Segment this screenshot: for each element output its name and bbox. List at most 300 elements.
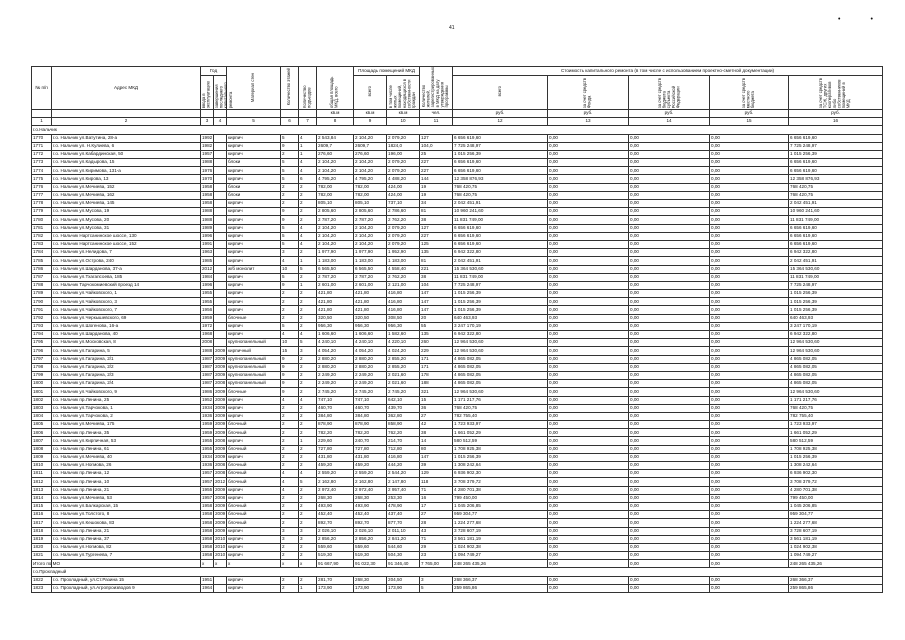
- table-cell: 173,90: [387, 584, 420, 592]
- table-row: [32, 355, 883, 363]
- table-cell: г.о. Нальчик ул.Черкышевского, 69: [52, 314, 201, 322]
- table-cell: 878,90: [354, 421, 387, 429]
- table-cell: [214, 298, 227, 306]
- table-cell: 1805: [32, 421, 52, 429]
- table-cell: х: [201, 560, 214, 568]
- table-cell: 1: [299, 584, 317, 592]
- table-cell: 0,00: [710, 412, 789, 420]
- table-cell: 0,00: [710, 535, 789, 543]
- table-cell: 1: [32, 118, 52, 126]
- table-row: [32, 486, 883, 494]
- table-cell: 1 015 256,39: [453, 453, 548, 461]
- table-cell: 0,00: [710, 388, 789, 396]
- table-cell: 10 960 241,60: [789, 208, 883, 216]
- table-cell: [214, 306, 227, 314]
- table-cell: 1 606,60: [317, 331, 354, 339]
- table-cell: 10: [387, 118, 420, 126]
- table-cell: 3: [299, 527, 317, 535]
- table-header: [32, 67, 883, 110]
- table-cell: 1996: [201, 281, 214, 289]
- table-cell: 1: [299, 281, 317, 289]
- table-cell: 9: [281, 142, 299, 150]
- table-cell: 7 765,00: [420, 560, 453, 568]
- table-cell: 2008: [214, 470, 227, 478]
- table-cell: 0,00: [548, 445, 629, 453]
- table-cell: г.о. Нальчик ул.Мечиева, 175: [52, 421, 201, 429]
- table-cell: 0,00: [710, 150, 789, 158]
- table-cell: 1807: [32, 437, 52, 445]
- header-entrances: Количество подъездов: [299, 67, 317, 110]
- table-cell: г.о. Нальчик пр.Ленина, 12: [52, 470, 201, 478]
- table-cell: 0,00: [548, 527, 629, 535]
- table-cell: крупнопанельный: [227, 339, 281, 347]
- table-cell: 14: [629, 118, 710, 126]
- table-cell: 727,80: [317, 445, 354, 453]
- table-cell: 1788: [32, 281, 52, 289]
- table-row: [32, 519, 883, 527]
- table-cell: 4: [214, 118, 227, 126]
- table-cell: 10 960 241,60: [453, 208, 548, 216]
- table-cell: 1955: [201, 486, 214, 494]
- table-cell: 15 364 530,60: [789, 265, 883, 273]
- table-cell: 2: [299, 216, 317, 224]
- table-cell: 1988: [201, 208, 214, 216]
- table-cell: 0,00: [629, 462, 710, 470]
- table-cell: [214, 584, 227, 592]
- table-cell: 91 667,90: [317, 560, 354, 568]
- table-cell: 2 249,20: [317, 380, 354, 388]
- table-cell: 1817: [32, 519, 52, 527]
- table-cell: 727,80: [354, 445, 387, 453]
- table-cell: 1972: [201, 322, 214, 330]
- table-cell: 104,0: [420, 142, 453, 150]
- table-cell: 0,00: [629, 429, 710, 437]
- table-cell: 0,00: [548, 257, 629, 265]
- table-cell: г.о. Нальчик ул.Мусова, 31: [52, 224, 201, 232]
- table-cell: 0,00: [629, 486, 710, 494]
- table-cell: г.о. Нальчик ул.Тургенева, 7: [52, 552, 201, 560]
- table-cell: 4 024,20: [387, 347, 420, 355]
- table-cell: 0,00: [629, 494, 710, 502]
- table-cell: 0,00: [710, 552, 789, 560]
- table-cell: 782,00: [317, 183, 354, 191]
- table-cell: 127: [420, 134, 453, 142]
- table-row: [32, 322, 883, 330]
- table-cell: 0,00: [629, 347, 710, 355]
- table-cell: 5: [281, 273, 299, 281]
- table-cell: 118: [420, 478, 453, 486]
- table-cell: 1 024 902,38: [789, 543, 883, 551]
- table-cell: 0,00: [548, 306, 629, 314]
- table-cell: 0,00: [710, 159, 789, 167]
- table-cell: 1956: [201, 306, 214, 314]
- table-cell: 2008: [214, 462, 227, 470]
- table-cell: 15: [420, 396, 453, 404]
- table-cell: 2: [299, 183, 317, 191]
- table-row: [32, 445, 883, 453]
- table-cell: 9: [281, 355, 299, 363]
- table-cell: 1771: [32, 142, 52, 150]
- table-cell: 1955: [201, 290, 214, 298]
- scan-marks: ••: [838, 16, 903, 23]
- table-cell: [52, 560, 201, 568]
- table-cell: 1958: [201, 183, 214, 191]
- table-cell: г.о. Нальчик ул.Киримова, 131-а: [52, 167, 201, 175]
- table-cell: 0,00: [548, 240, 629, 248]
- table-cell: 0,00: [548, 339, 629, 347]
- table-cell: г.о. Нальчик ул.Тарчокова, 2: [52, 412, 201, 420]
- table-cell: 1958: [201, 543, 214, 551]
- table-row: [32, 388, 883, 396]
- table-cell: 2: [281, 183, 299, 191]
- table-cell: г.о. Нальчик ул.Тхагапсоева, 185: [52, 273, 201, 281]
- table-cell: 12 964 530,60: [789, 388, 883, 396]
- table-cell: 2 121,00: [387, 281, 420, 289]
- table-cell: 0,00: [548, 216, 629, 224]
- table-cell: кирпич: [227, 412, 281, 420]
- table-cell: блочный: [227, 519, 281, 527]
- table-cell: 2 104,20: [354, 167, 387, 175]
- table-cell: 1 171 217,76: [453, 396, 548, 404]
- table-cell: руб.: [710, 109, 789, 117]
- table-cell: [214, 273, 227, 281]
- table-cell: 6 942 322,80: [453, 249, 548, 257]
- page-number: 41: [449, 25, 455, 31]
- table-cell: 1955: [201, 298, 214, 306]
- table-cell: блочный: [227, 429, 281, 437]
- table-cell: 7 725 248,97: [789, 281, 883, 289]
- table-cell: 1: [299, 257, 317, 265]
- table-cell: 1988: [201, 159, 214, 167]
- table-cell: 0,00: [710, 167, 789, 175]
- table-row: [32, 200, 883, 208]
- table-cell: г.о. Нальчик ул.Мечиева, 40: [52, 453, 201, 461]
- table-cell: 19: [420, 183, 453, 191]
- table-cell: 3 561 181,19: [789, 535, 883, 543]
- table-cell: 2010: [214, 543, 227, 551]
- table-cell: кирпич: [227, 175, 281, 183]
- table-cell: кирпич: [227, 240, 281, 248]
- table-cell: 0,00: [548, 347, 629, 355]
- table-cell: г.о. Нальчик ул.Мусова, 20: [52, 216, 201, 224]
- table-cell: 768 420,75: [789, 183, 883, 191]
- table-cell: 1782: [32, 232, 52, 240]
- table-cell: блочный: [227, 478, 281, 486]
- table-cell: 1790: [32, 298, 52, 306]
- table-cell: 1: [299, 437, 317, 445]
- table-cell: 268,30: [317, 494, 354, 502]
- table-cell: 1 024 902,38: [453, 543, 548, 551]
- table-cell: 2: [281, 191, 299, 199]
- table-cell: 421,80: [354, 290, 387, 298]
- table-cell: 1 183,00: [317, 257, 354, 265]
- table-cell: 71: [420, 535, 453, 543]
- table-row: [32, 429, 883, 437]
- table-cell: 1780: [32, 216, 52, 224]
- table-cell: 2: [281, 543, 299, 551]
- table-cell: 0,00: [710, 494, 789, 502]
- table-cell: г.о. Нальчик ул.Гагарина, 2/3: [52, 371, 201, 379]
- table-cell: 1783: [32, 240, 52, 248]
- table-cell: [201, 109, 214, 117]
- table-cell: блочные: [227, 388, 281, 396]
- table-cell: руб.: [789, 109, 883, 117]
- table-cell: 892,70: [317, 519, 354, 527]
- table-cell: 1986: [201, 388, 214, 396]
- table-cell: 173,90: [317, 584, 354, 592]
- table-cell: 4: [299, 167, 317, 175]
- table-cell: 1 977,90: [354, 249, 387, 257]
- table-cell: 6 656 619,60: [789, 167, 883, 175]
- table-cell: 4 865 082,05: [789, 380, 883, 388]
- table-cell: 2: [281, 494, 299, 502]
- table-cell: 0,00: [629, 142, 710, 150]
- table-cell: 0,00: [548, 314, 629, 322]
- table-cell: 3: [420, 576, 453, 584]
- table-cell: г.о. Нальчик ул.Чайковского, 1: [52, 290, 201, 298]
- table-cell: 460,70: [317, 404, 354, 412]
- table-cell: 4 865 082,05: [453, 380, 548, 388]
- table-cell: 2 147,80: [387, 478, 420, 486]
- table-cell: 9: [281, 363, 299, 371]
- table-row: [32, 437, 883, 445]
- table-cell: 0,00: [548, 584, 629, 592]
- table-cell: 0,00: [629, 502, 710, 510]
- table-cell: 519,30: [317, 552, 354, 560]
- table-cell: 2 786,60: [387, 208, 420, 216]
- table-cell: 0,00: [629, 560, 710, 568]
- table-cell: 0,00: [629, 306, 710, 314]
- table-cell: 2: [281, 552, 299, 560]
- table-cell: 4: [299, 331, 317, 339]
- table-cell: 5: [420, 584, 453, 592]
- table-cell: 2009: [214, 527, 227, 535]
- table-cell: кирпич: [227, 437, 281, 445]
- table-cell: 1 094 749,27: [789, 552, 883, 560]
- table-cell: 0,00: [548, 519, 629, 527]
- table-cell: 173,90: [354, 584, 387, 592]
- table-cell: 0,00: [548, 486, 629, 494]
- table-cell: 0,00: [710, 371, 789, 379]
- table-cell: 2 104,20: [317, 167, 354, 175]
- table-cell: 2009: [214, 445, 227, 453]
- table-cell: [214, 265, 227, 273]
- table-cell: 1792: [32, 314, 52, 322]
- header-cost-local: за счет средств местного бюджета: [710, 75, 789, 109]
- table-cell: 6 656 619,60: [789, 240, 883, 248]
- table-cell: 20: [420, 314, 453, 322]
- table-cell: 0,00: [548, 396, 629, 404]
- table-cell: 1964: [201, 584, 214, 592]
- table-cell: руб.: [629, 109, 710, 117]
- table-cell: 1958: [201, 502, 214, 510]
- table-cell: 6 656 619,60: [453, 232, 548, 240]
- table-cell: 38: [420, 216, 453, 224]
- table-cell: 444,20: [387, 462, 420, 470]
- table-cell: 4 795,20: [354, 175, 387, 183]
- table-cell: 747,10: [354, 396, 387, 404]
- table-cell: 0,00: [629, 150, 710, 158]
- table-cell: 2009: [214, 347, 227, 355]
- table-cell: 2009: [214, 511, 227, 519]
- table-cell: 0,00: [629, 437, 710, 445]
- table-cell: 4: [281, 257, 299, 265]
- table-cell: [214, 249, 227, 257]
- table-cell: г.о. Нальчик ул.Шарданова, 37-а: [52, 265, 201, 273]
- table-cell: 0,00: [710, 183, 789, 191]
- table-cell: 782 755,40: [453, 412, 548, 420]
- table-cell: 0,00: [629, 470, 710, 478]
- table-cell: 29: [420, 543, 453, 551]
- table-cell: Итого по МО: [32, 560, 52, 568]
- table-cell: 0,00: [548, 437, 629, 445]
- table-cell: 34: [420, 200, 453, 208]
- table-cell: 2 559,20: [354, 470, 387, 478]
- table-cell: 0,00: [710, 584, 789, 592]
- table-row: [32, 167, 883, 175]
- table-row: [32, 576, 883, 584]
- table-cell: [214, 109, 227, 117]
- table-cell: 0,00: [548, 331, 629, 339]
- table-cell: г.о. Нальчик ул.Кабардинская, 50: [52, 150, 201, 158]
- table-cell: 421,80: [354, 298, 387, 306]
- table-cell: кирпич: [227, 584, 281, 592]
- table-cell: г.о. Нальчик пр.Ленина, 10: [52, 478, 201, 486]
- table-cell: 188: [420, 380, 453, 388]
- table-cell: 0,00: [548, 535, 629, 543]
- table-cell: 12 358 876,93: [789, 175, 883, 183]
- table-cell: 1936: [201, 412, 214, 420]
- table-cell: 2: [281, 404, 299, 412]
- table-cell: кирпич: [227, 257, 281, 265]
- header-area-total: всего: [354, 75, 387, 109]
- table-cell: 1963: [201, 249, 214, 257]
- table-cell: 135: [420, 331, 453, 339]
- table-cell: 1936: [201, 462, 214, 470]
- table-cell: 3 247 170,19: [453, 322, 548, 330]
- table-cell: 4 865 082,05: [453, 371, 548, 379]
- table-cell: 55: [420, 322, 453, 330]
- table-cell: 1 045 206,85: [789, 502, 883, 510]
- table-cell: кирпич: [227, 453, 281, 461]
- table-cell: 0,00: [548, 134, 629, 142]
- table-cell: 1 183,00: [387, 257, 420, 265]
- table-cell: 147: [420, 453, 453, 461]
- table-cell: 0,00: [629, 576, 710, 584]
- table-cell: 1778: [32, 200, 52, 208]
- table-cell: 0,00: [629, 421, 710, 429]
- table-cell: [214, 576, 227, 584]
- table-cell: 1818: [32, 527, 52, 535]
- table-cell: 0,00: [629, 331, 710, 339]
- table-cell: 2 104,20: [354, 224, 387, 232]
- table-cell: 4 054,20: [317, 347, 354, 355]
- table-cell: 0,00: [629, 478, 710, 486]
- table-cell: 4: [281, 478, 299, 486]
- table-cell: [214, 134, 227, 142]
- table-cell: 1934: [201, 453, 214, 461]
- table-cell: крупнопанельный: [227, 371, 281, 379]
- table-cell: 2: [299, 322, 317, 330]
- table-cell: кирпич: [227, 232, 281, 240]
- housing-repair-table: [31, 66, 883, 593]
- table-cell: 4: [299, 159, 317, 167]
- section-header-row: [32, 126, 883, 134]
- table-cell: 2 249,20: [354, 371, 387, 379]
- table-cell: 2009: [214, 429, 227, 437]
- table-cell: 2009: [214, 453, 227, 461]
- table-cell: 2: [281, 290, 299, 298]
- table-cell: 2: [299, 445, 317, 453]
- table-cell: 1803: [32, 404, 52, 412]
- table-cell: 1 723 933,97: [453, 421, 548, 429]
- table-cell: 320,50: [317, 314, 354, 322]
- table-cell: 1789: [32, 290, 52, 298]
- table-cell: 0,00: [629, 380, 710, 388]
- table-cell: 2: [299, 462, 317, 470]
- table-cell: 23: [420, 552, 453, 560]
- table-cell: 4 240,10: [317, 339, 354, 347]
- table-cell: 452,40: [354, 511, 387, 519]
- table-row: [32, 265, 883, 273]
- table-cell: [214, 191, 227, 199]
- table-cell: 1 015 256,39: [453, 290, 548, 298]
- table-cell: 38: [420, 429, 453, 437]
- table-cell: 2009: [214, 404, 227, 412]
- table-row: [32, 281, 883, 289]
- table-cell: 0,00: [548, 462, 629, 470]
- table-cell: 1958: [201, 511, 214, 519]
- table-row: [32, 396, 883, 404]
- table-cell: 1 015 256,39: [789, 290, 883, 298]
- table-cell: г.о. Нальчик Нартсанинское шоссе, 130: [52, 232, 201, 240]
- table-cell: 3 708 379,72: [789, 478, 883, 486]
- table-cell: 0,00: [548, 150, 629, 158]
- table-cell: 0,00: [710, 331, 789, 339]
- table-cell: 2: [281, 298, 299, 306]
- table-cell: 2: [299, 421, 317, 429]
- table-row: [32, 134, 883, 142]
- table-cell: 2010: [214, 552, 227, 560]
- table-cell: 1772: [32, 150, 52, 158]
- table-cell: 2: [299, 552, 317, 560]
- table-cell: 1 015 256,39: [453, 150, 548, 158]
- table-cell: 5: [281, 322, 299, 330]
- table-cell: 2 787,20: [354, 216, 387, 224]
- table-cell: блочный: [227, 470, 281, 478]
- table-cell: 956,30: [317, 322, 354, 330]
- table-cell: 424,00: [387, 191, 420, 199]
- table-row: [32, 543, 883, 551]
- table-cell: ж/б монолит: [227, 265, 281, 273]
- table-cell: 1976: [201, 167, 214, 175]
- table-cell: 0,00: [629, 396, 710, 404]
- table-cell: г.о. Нальчик ул.Ногмова, 26: [52, 462, 201, 470]
- table-cell: 6 565,50: [354, 265, 387, 273]
- table-row: [32, 249, 883, 257]
- table-cell: 2: [299, 380, 317, 388]
- table-row: [32, 421, 883, 429]
- header-year-group: Год: [201, 67, 227, 76]
- table-row: [32, 314, 883, 322]
- table-cell: 4 054,20: [354, 347, 387, 355]
- header-cost-budget: за счет средств бюджета субъекта Российской Федерации: [629, 75, 710, 109]
- table-cell: 0,00: [710, 527, 789, 535]
- table-row: [32, 470, 883, 478]
- table-cell: 0,00: [710, 314, 789, 322]
- header-year-repair: завершения последнего капитального ремонта: [214, 75, 227, 109]
- table-cell: 28: [420, 519, 453, 527]
